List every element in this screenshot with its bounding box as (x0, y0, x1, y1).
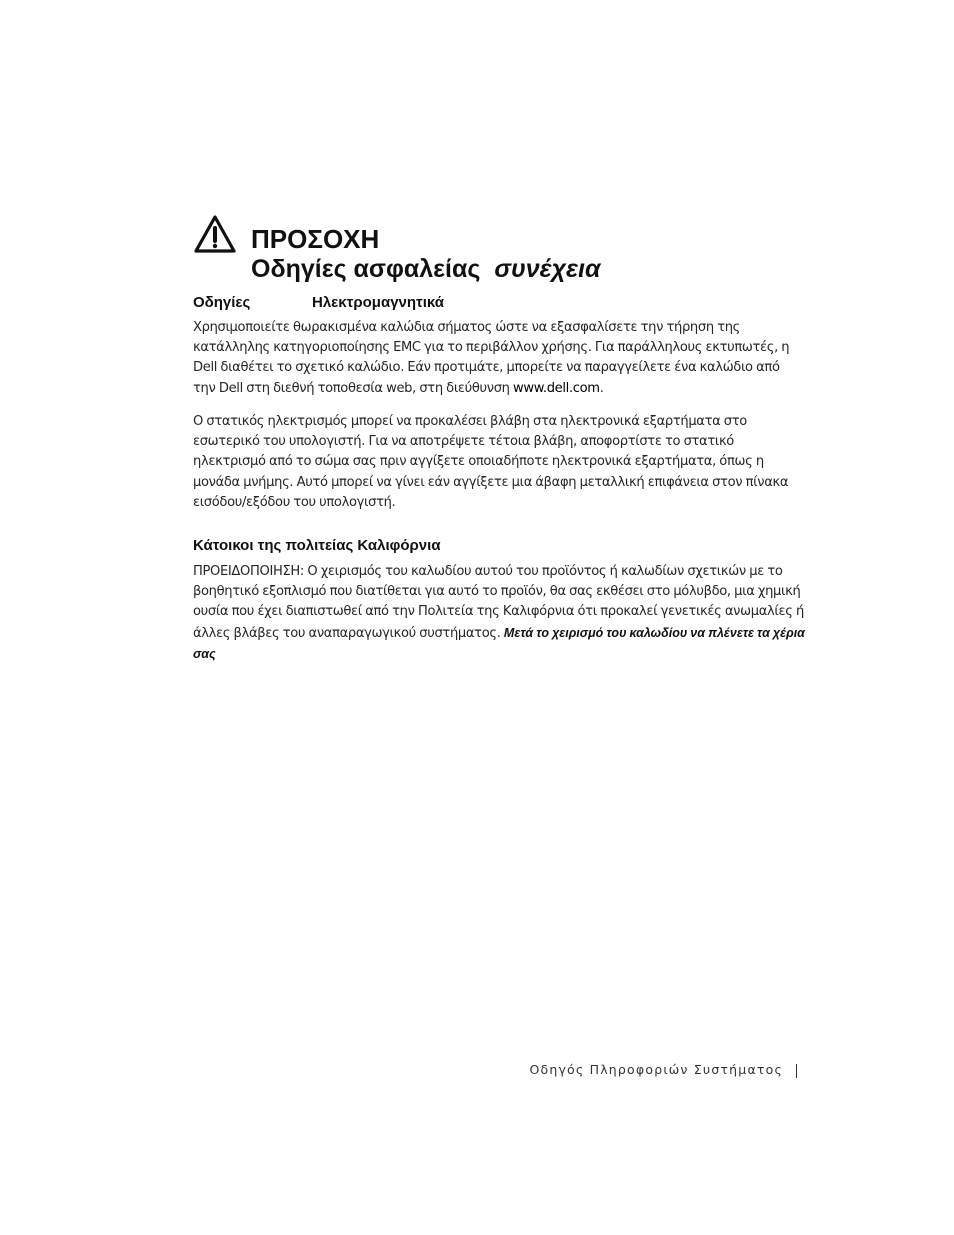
warning-text: Ο χειρισμός του καλωδίου αυτού του προϊόντος ή καλωδίων σχετικών με το βοηθητικό εξοπλισμό που διατίθεται για αυτό το προϊόν, θα σας εκθέσει στο μόλυβδο, μια χημική ουσία που έχει διαπιστωθεί από την Πολιτεία της Καλιφόρνια ότι προκαλεί γενετικές ανωμαλίες ή άλλες βλάβες του αναπαραγωγικού συστήματος. (193, 564, 804, 641)
emc-paragraph (193, 318, 805, 399)
page-subtitle (251, 254, 600, 284)
emc-heading (193, 294, 444, 312)
footer-text: Οδηγός Πληροφοριών Συστήματος (529, 1062, 783, 1077)
warning-emphasis: Μετά το χειρισμό του καλωδίου να πλένετε τα χέρια σας (193, 625, 805, 661)
emc-paragraph-text: Χρησιμοποιείτε θωρακισμένα καλώδια σήματος ώστε να εξασφαλίσετε την τήρηση της κατάλληλης κατηγοριοποίησης EMC για το περιβάλλον χρήσης. Για παράλληλους εκτυπωτές, η Dell διαθέτει το σχετικό καλώδιο. Εάν προτιμάτε, μπορείτε να παραγγείλετε ένα καλώδιο από την Dell στη διεθνή τοποθεσία web, στη διεύθυνση (193, 320, 790, 396)
california-warning-paragraph (193, 562, 805, 665)
page-title: ΠΡΟΣΟΧΗ (251, 224, 380, 254)
emc-heading-right: Ηλεκτρομαγνητικά (312, 294, 444, 311)
emc-heading-left: Οδηγίες (193, 294, 251, 311)
dell-website-link[interactable]: www.dell.com (513, 380, 600, 396)
emc-paragraph-end: . (599, 380, 604, 396)
subtitle-text: Οδηγίες ασφαλείας (251, 255, 481, 283)
subtitle-continued: συνέχεια (494, 255, 601, 283)
footer-divider (796, 1064, 797, 1078)
warning-label: ΠΡΟΕΙΔΟΠΟΙΗΣΗ: (193, 564, 304, 579)
static-electricity-paragraph: Ο στατικός ηλεκτρισμός μπορεί να προκαλέσει βλάβη στα ηλεκτρονικά εξαρτήματα στο εσωτερικό του υπολογιστή. Για να αποτρέψετε τέτοια βλάβη, αποφορτίστε το στατικό ηλεκτρισμό από το σώμα σας πριν αγγίξετε οποιαδήποτε ηλεκτρονικά εξαρτήματα, όπως η μονάδα μνήμης. Αυτό μπορεί να γίνει εάν αγγίξετε μια άβαφη μεταλλική επιφάνεια στον πίνακα εισόδου/εξόδου του υπολογιστή. (193, 414, 789, 510)
california-heading: Κάτοικοι της πολιτείας Καλιφόρνια (193, 537, 441, 554)
warning-triangle-icon (193, 214, 237, 254)
